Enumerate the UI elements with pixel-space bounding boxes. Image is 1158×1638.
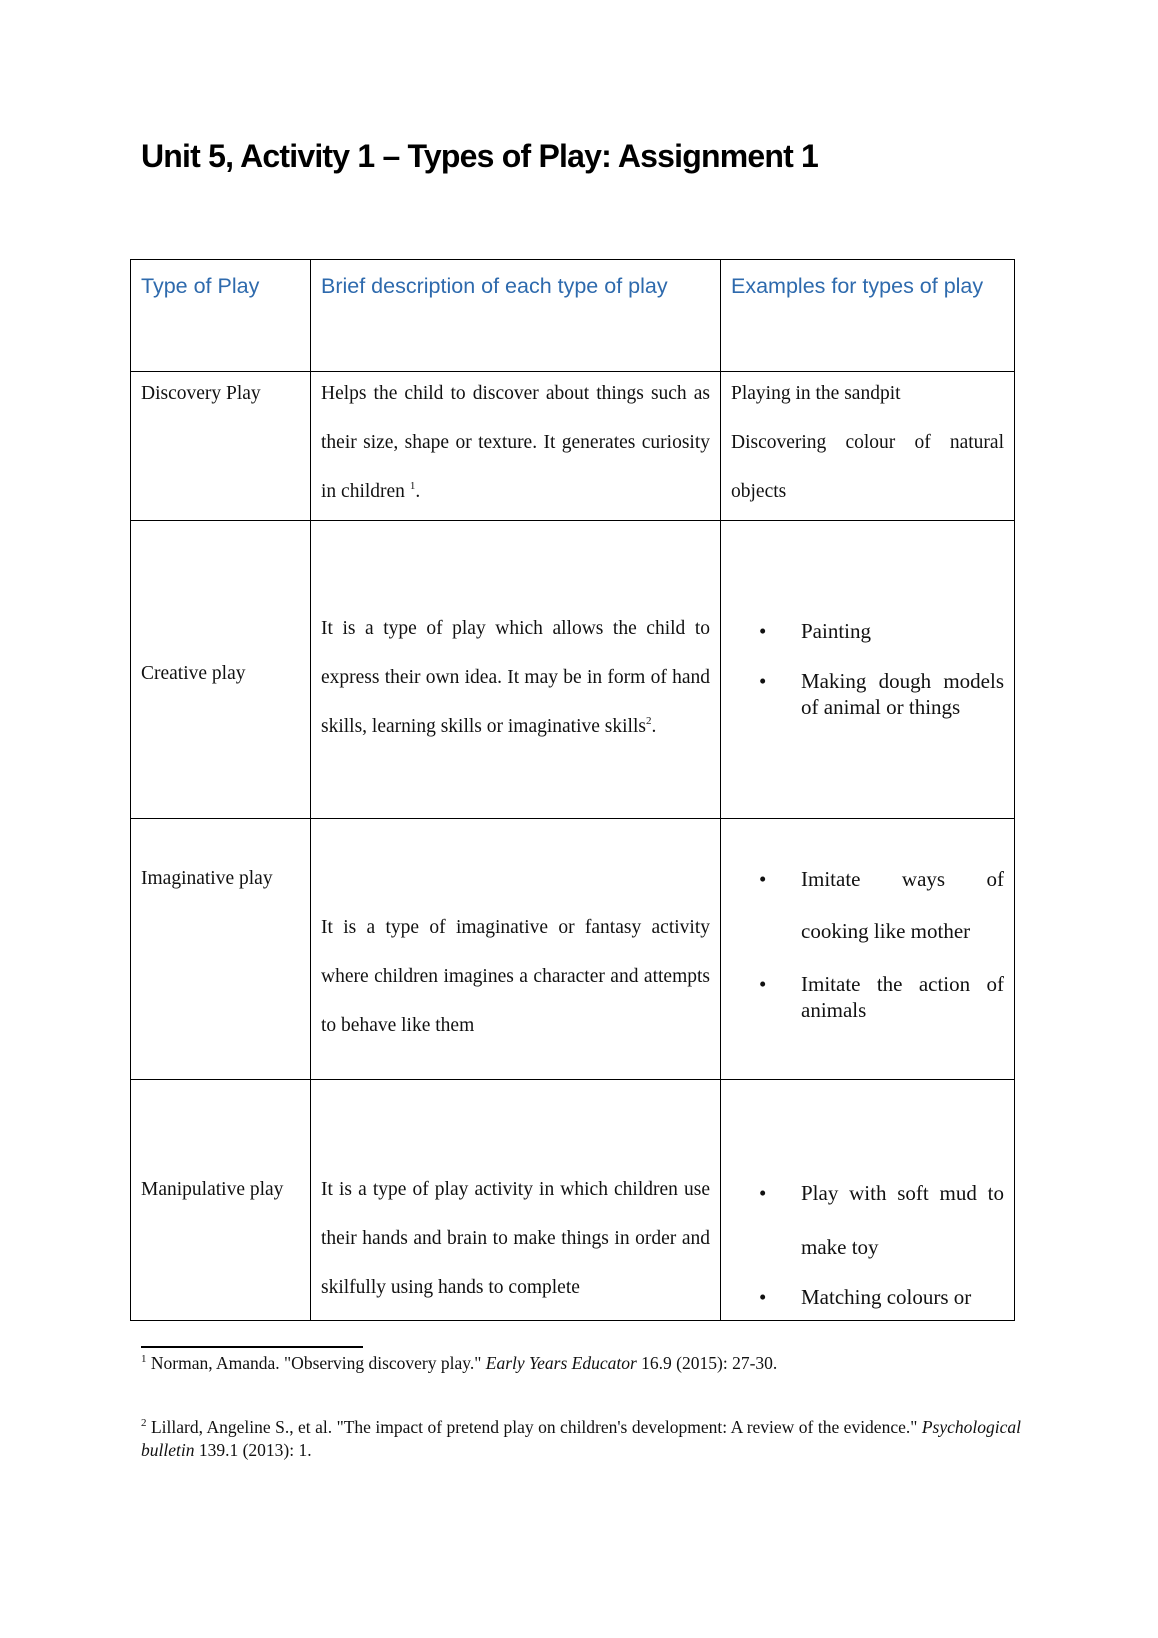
play-description: It is a type of play activity in which children use their hands and brain to make things in order and skilfully using hands to complete — [321, 1179, 710, 1298]
examples-list — [731, 610, 1004, 720]
table-row — [131, 1080, 1015, 1321]
table-row — [131, 819, 1015, 1080]
bullet-icon: • — [759, 972, 767, 996]
example-item: Playing in the sandpit — [731, 383, 901, 404]
examples-list — [731, 853, 1004, 1023]
footnote-separator — [141, 1346, 363, 1348]
table-row — [131, 521, 1015, 819]
play-description: It is a type of play which allows the child to express their own idea. It may be in form of hand skills, learning skills or imaginative skills$^2$. — [321, 618, 710, 737]
bullet-icon: • — [759, 619, 767, 643]
footnote-ref[interactable]: 2 — [645, 715, 652, 727]
table-row — [131, 372, 1015, 521]
footnote-number: 2 — [141, 1417, 147, 1429]
examples-list — [731, 1166, 1004, 1320]
footnote-2: $^2$ Lillard, Angeline S., et al. "The impact of pretend play on children's development: A review of the evidence." Psychological bulletin 139.1 (2013): 1. — [141, 1417, 1021, 1460]
example-item: • Making dough models of animal or things — [759, 669, 1004, 719]
play-description: It is a type of imaginative or fantasy activity where children imagines a character and attempts to behave like them — [321, 917, 710, 1036]
footnote-number: 1 — [141, 1353, 147, 1365]
play-description: Helps the child to discover about things such as their size, shape or texture. It generates curiosity in children $^1$. — [321, 383, 710, 502]
example-item: • Imitate ways of cooking like mother — [759, 853, 1004, 957]
table-header-row — [131, 260, 1015, 372]
footnote-ref[interactable]: 1 — [409, 480, 416, 492]
example-item: • Painting — [759, 610, 1004, 652]
example-item: • Matching colours or — [759, 1274, 1004, 1320]
types-of-play-table — [130, 259, 1015, 1321]
play-type: Manipulative play — [141, 1179, 284, 1200]
header-examples: Examples for types of play — [721, 260, 1015, 372]
header-type-of-play: Type of Play — [131, 260, 311, 372]
play-type: Creative play — [141, 663, 246, 684]
play-type: Imaginative play — [141, 868, 273, 889]
bullet-icon: • — [759, 669, 767, 693]
example-item: • Play with soft mud to make toy — [759, 1166, 1004, 1274]
footnote-1: $^1$ Norman, Amanda. "Observing discovery play." Early Years Educator 16.9 (2015): 27-30. — [141, 1353, 778, 1373]
example-item: Discovering colour of natural objects — [731, 432, 1004, 502]
bullet-icon: • — [759, 1285, 767, 1309]
page-title: Unit 5, Activity 1 – Types of Play: Assignment 1 — [141, 138, 819, 174]
bullet-icon: • — [759, 1181, 767, 1205]
header-description: Brief description of each type of play — [311, 260, 721, 372]
play-type: Discovery Play — [141, 383, 261, 404]
example-item: • Imitate the action of animals — [759, 972, 1004, 1022]
bullet-icon: • — [759, 867, 767, 891]
